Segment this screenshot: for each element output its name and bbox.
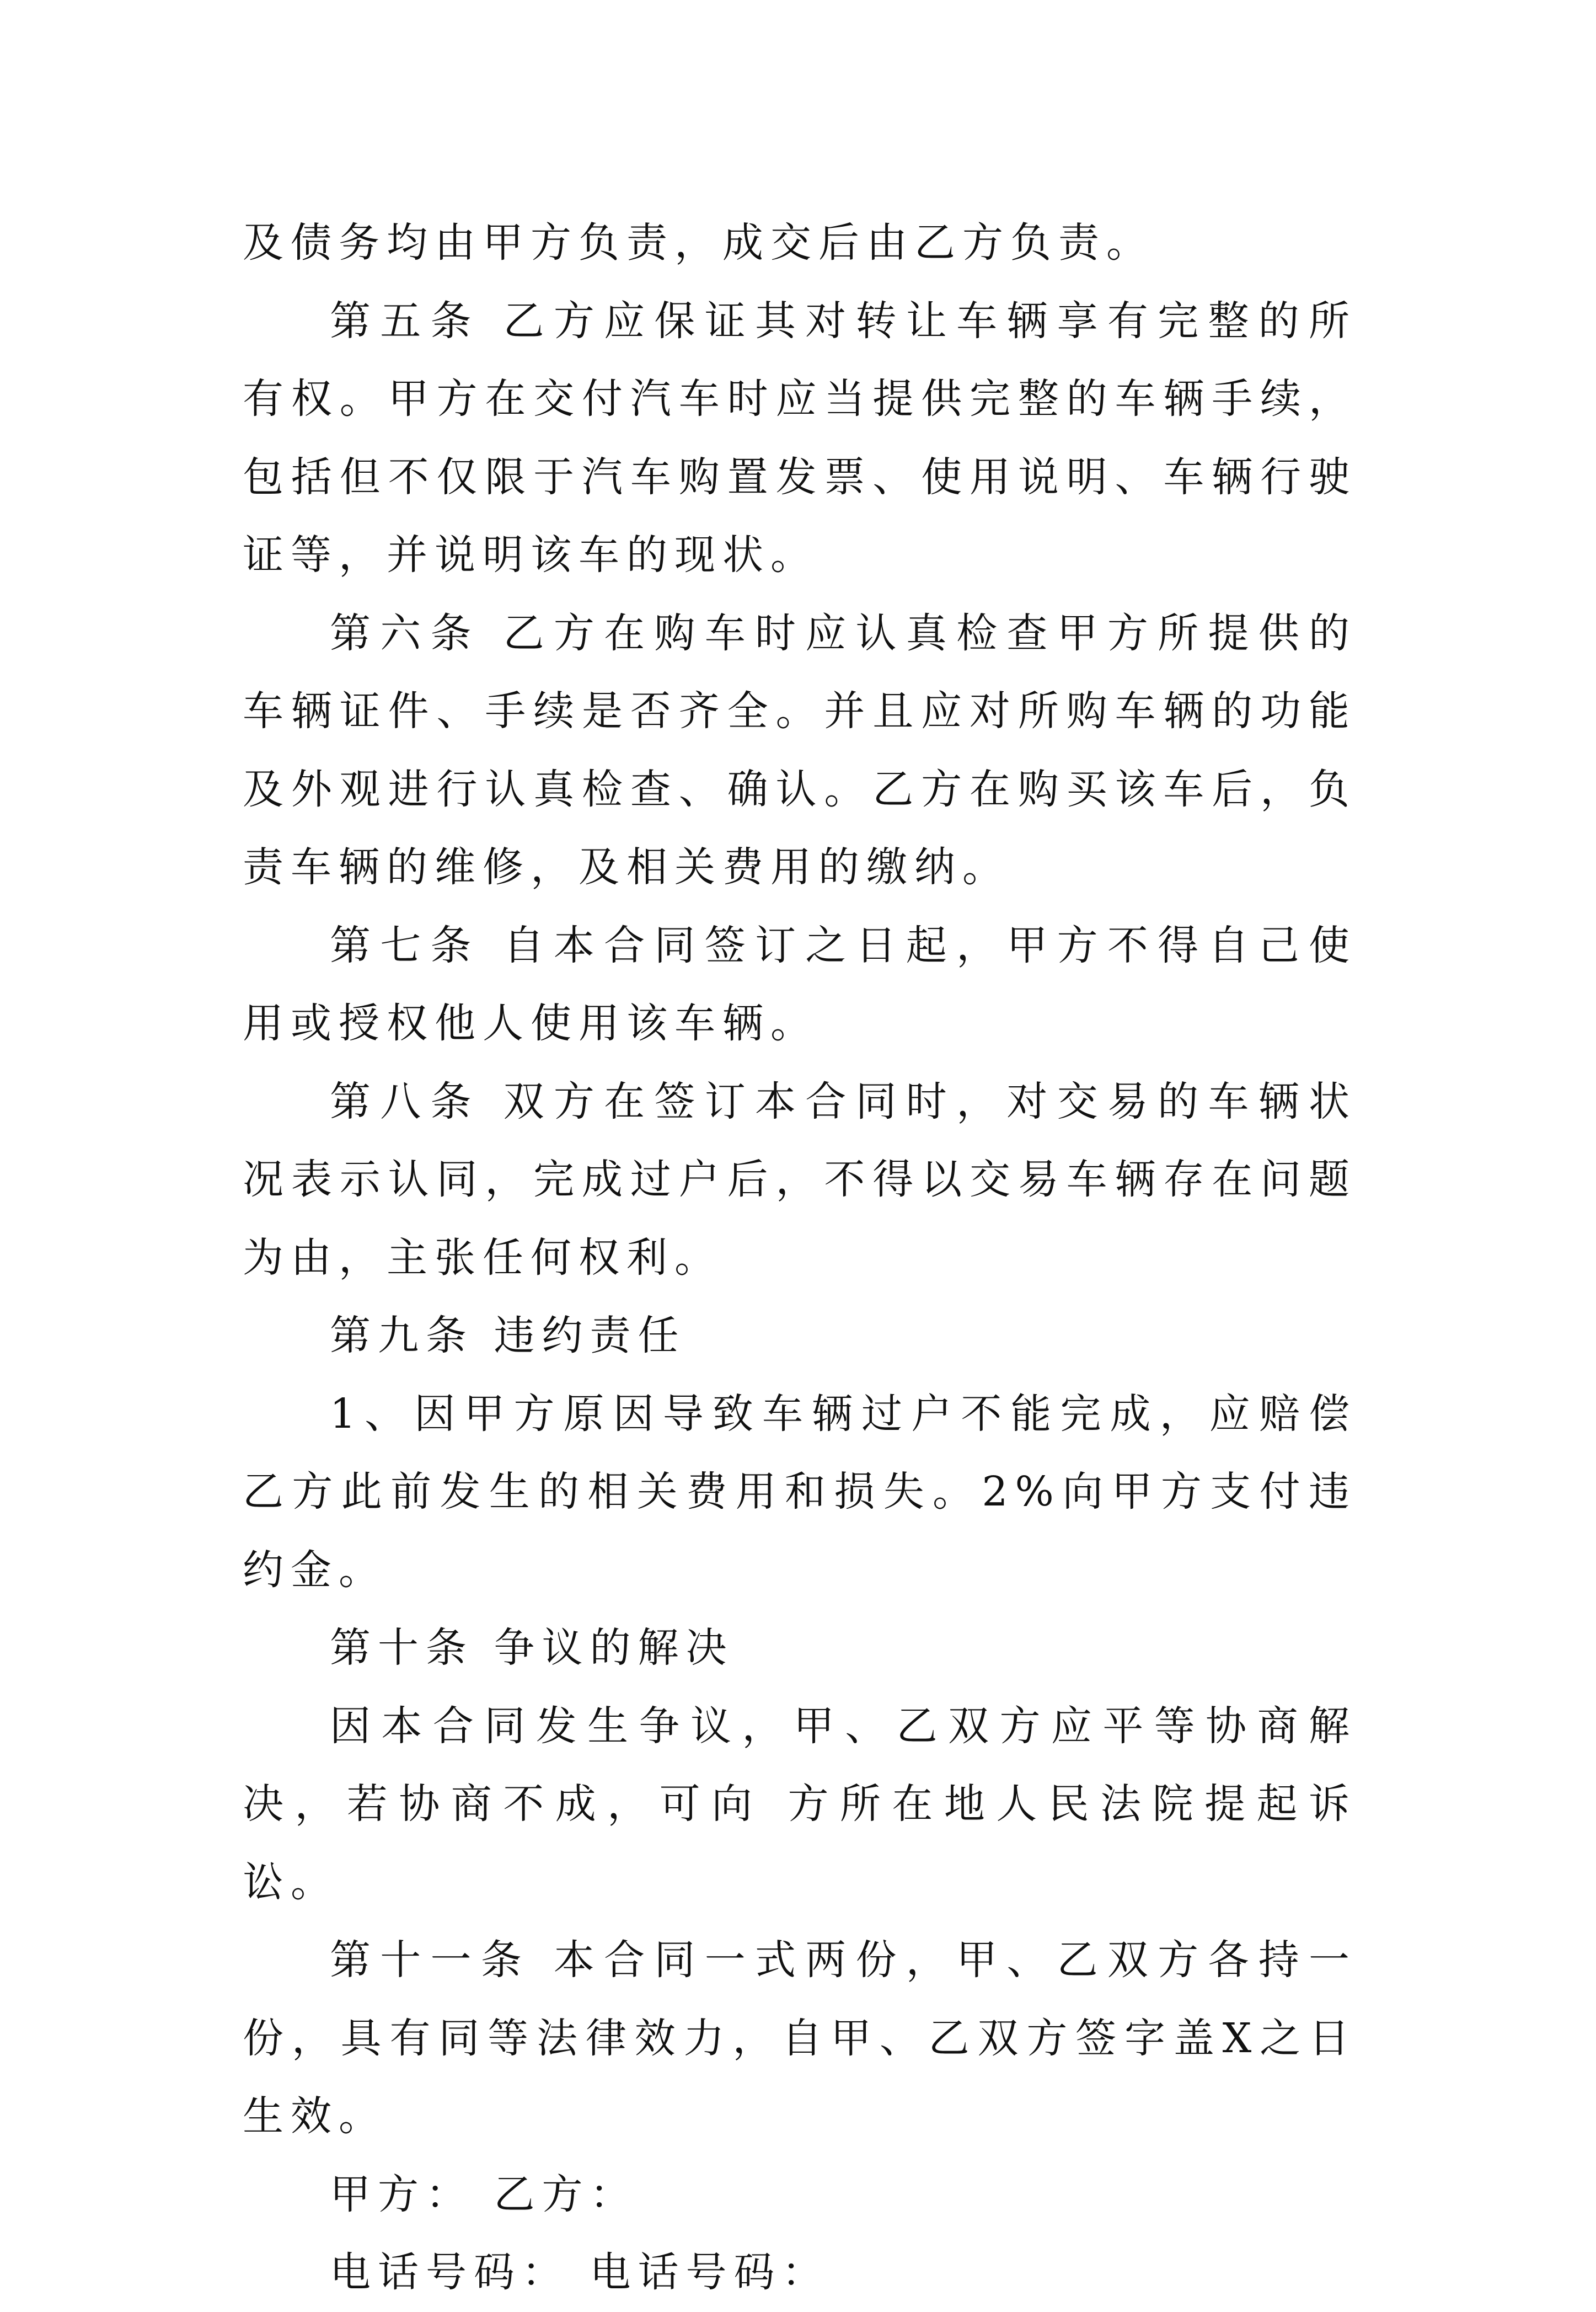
contract-body [243,204,1357,2312]
paragraph-article-11: 第十一条 本合同一式两份，甲、乙双方各持一份，具有同等法律效力，自甲、乙双方签字盖X之日生效。 [243,1936,1357,2140]
paragraph-article-9-item-1: 1、因甲方原因导致车辆过户不能完成，应赔偿乙方此前发生的相关费用和损失。2%向甲方支付违约金。 [243,1390,1357,1594]
paragraph-article-7: 第七条 自本合同签订之日起，甲方不得自己使用或授权他人使用该车辆。 [243,921,1357,1047]
paragraph-article-5: 第五条 乙方应保证其对转让车辆享有完整的所有权。甲方在交付汽车时应当提供完整的车辆手续，包括但不仅限于汽车购置发票、使用说明、车辆行驶证等，并说明该车的现状。 [243,297,1357,579]
paragraph-article-10-heading: 第十条 争议的解决 [330,1624,734,1672]
paragraph-article-8: 第八条 双方在签订本合同时，对交易的车辆状况表示认同，完成过户后，不得以交易车辆存在问题为由，主张任何权利。 [243,1077,1357,1282]
phone-number-line: 电话号码： 电话号码： [330,2249,830,2296]
signature-parties-line: 甲方： 乙方： [330,2170,638,2218]
paragraph-article-9-heading: 第九条 违约责任 [330,1312,686,1359]
paragraph-article-6: 第六条 乙方在购车时应认真检查甲方所提供的车辆证件、手续是否齐全。并且应对所购车辆的功能及外观进行认真检查、确认。乙方在购买该车后，负责车辆的维修，及相关费用的缴纳。 [243,609,1357,891]
paragraph-article-10-body: 因本合同发生争议，甲、乙双方应平等协商解决，若协商不成，可向 方所在地人民法院提起诉讼。 [243,1702,1357,1906]
paragraph-debt-responsibility: 及债务均由甲方负责，成交后由乙方负责。 [243,219,1154,266]
